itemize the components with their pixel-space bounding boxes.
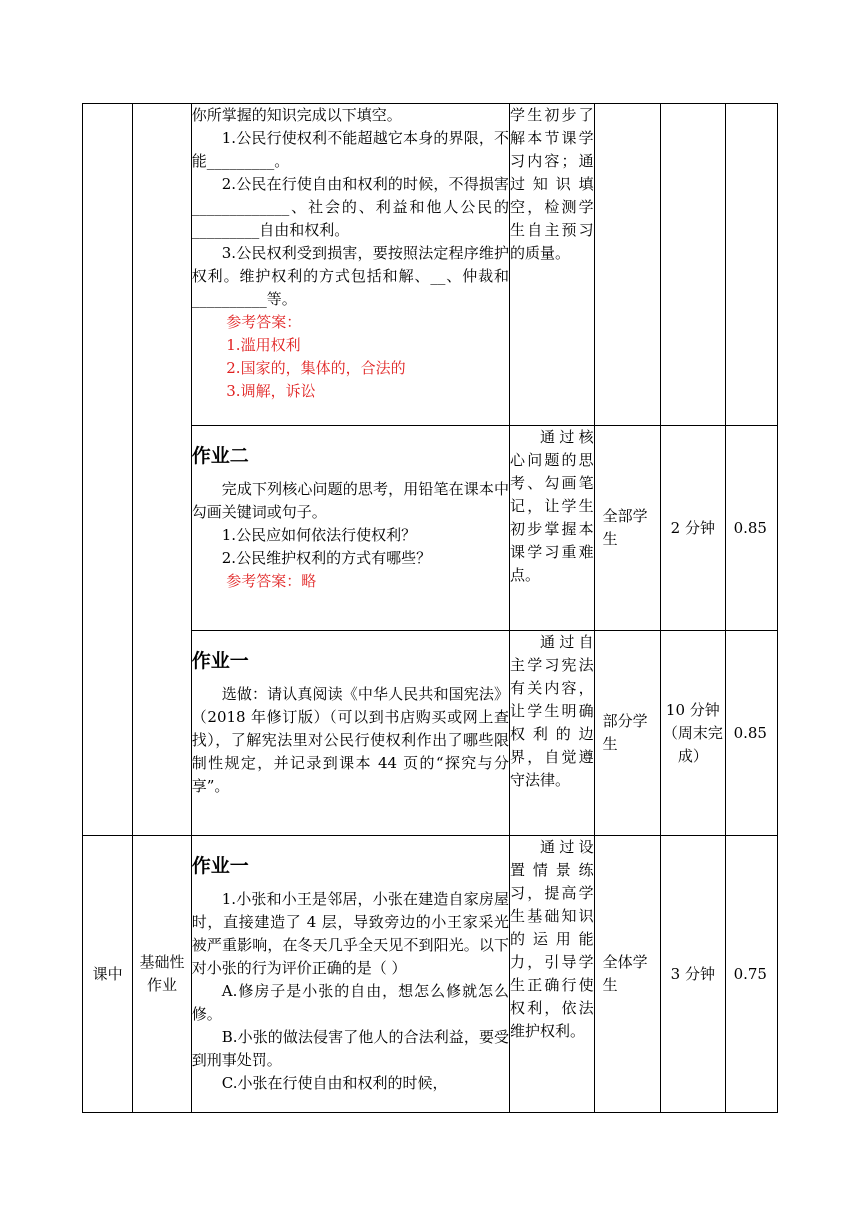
task-line: 选做：请认真阅读《中华人民共和国宪法》（2018 年修订版）（可以到书店购买或网上查找），了解宪法里对公民行使权利作出了哪些限制性规定，并记录到课本 44 页的“探究与分享”。 [191, 685, 510, 795]
target-cell [594, 631, 660, 836]
task-line: 2.公民维护权利的方式有哪些？ [221, 549, 432, 567]
option-line: A.修房子是小张的自由，想怎么修就怎么修。 [191, 982, 510, 1023]
homework-title: 作业二 [191, 445, 249, 467]
description-cell [510, 104, 595, 426]
homework-title: 作业一 [191, 650, 249, 672]
description-text: 通过自主学习宪法有关内容，让学生明确权利的边界，自觉遵守法律。 [510, 633, 594, 789]
score-cell [725, 426, 777, 631]
score-text: 0.85 [733, 723, 767, 742]
score-cell [725, 631, 777, 836]
table-row [83, 104, 778, 426]
answer-line: 参考答案：略 [226, 572, 317, 590]
description-cell [510, 836, 595, 1113]
task-cell [191, 836, 509, 1113]
option-line: C.小张在行使自由和权利的时候， [221, 1074, 448, 1092]
task-cell [191, 426, 509, 631]
answer-label: 参考答案： [226, 313, 302, 331]
description-text: 通过核心问题的思考、勾画笔记，让学生初步掌握本课学习重难点。 [510, 428, 594, 584]
time-cell [661, 836, 725, 1113]
description-cell [510, 426, 595, 631]
time-text: 10 分钟（周末完成） [662, 700, 723, 765]
time-cell [661, 631, 725, 836]
target-cell [594, 836, 660, 1113]
score-text: 0.85 [733, 518, 767, 537]
homework-table [82, 103, 778, 1113]
task-cell [191, 104, 509, 426]
task-line: 完成下列核心问题的思考，用铅笔在课本中勾画关键词或句子。 [191, 480, 510, 521]
score-text: 0.75 [733, 964, 767, 983]
stage-cell [83, 836, 133, 1113]
task-line: 1.公民行使权利不能超越它本身的界限，不能_________。 [191, 129, 510, 170]
task-line: 你所掌握的知识完成以下填空。 [191, 106, 402, 124]
task-line: 3.公民权利受到损害，要按照法定程序维护权利。维护权利的方式包括和解、__、仲裁和__________等。 [191, 244, 510, 308]
time-cell [661, 104, 725, 426]
task-line: 1.小张和小王是邻居，小张在建造自家房屋时，直接建造了 4 层，导致旁边的小王家采光被严重影响，在冬天几乎全天见不到阳光。以下对小张的行为评价正确的是（ ） [191, 890, 510, 977]
time-cell [661, 426, 725, 631]
category-text: 基础性作业 [139, 953, 185, 994]
description-text: 通过设置情景练习，提高学生基础知识的运用能力，引导学生正确行使权利，依法维护权利。 [510, 838, 594, 1040]
target-cell [594, 426, 660, 631]
description-text: 学生初步了解本节课学习内容；通过知识填空，检测学生自主预习的质量。 [510, 106, 594, 262]
table-row [83, 836, 778, 1113]
target-text: 全部学生 [602, 507, 648, 548]
score-cell [725, 104, 777, 426]
category-cell [133, 836, 191, 1113]
homework-title: 作业一 [191, 855, 249, 877]
category-cell-empty [133, 104, 191, 836]
stage-text: 课中 [92, 964, 123, 983]
task-line: 1.公民应如何依法行使权利？ [221, 526, 417, 544]
task-line: 2.公民在行使自由和权利的时候，不得损害_____________、社会的、利益和他人公民的_________自由和权利。 [191, 175, 510, 239]
answer-line: 1.滥用权利 [226, 336, 301, 354]
description-cell [510, 631, 595, 836]
time-text: 3 分钟 [670, 964, 715, 983]
stage-cell-empty [83, 104, 133, 836]
task-cell [191, 631, 509, 836]
answer-line: 2.国家的，集体的，合法的 [226, 359, 406, 377]
time-text: 2 分钟 [670, 518, 715, 537]
target-cell [594, 104, 660, 426]
target-text: 部分学生 [602, 712, 648, 753]
option-line: B.小张的做法侵害了他人的合法利益，要受到刑事处罚。 [191, 1028, 510, 1069]
answer-line: 3.调解，诉讼 [226, 382, 316, 400]
target-text: 全体学生 [602, 953, 648, 994]
score-cell [725, 836, 777, 1113]
